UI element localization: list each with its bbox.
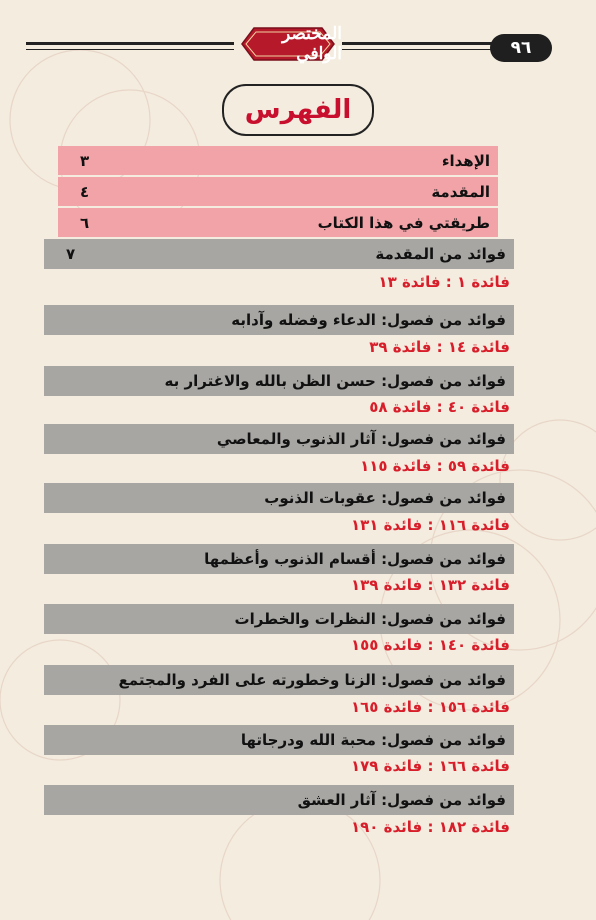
toc-row-dedication[interactable] [58, 146, 498, 175]
toc-section-row[interactable] [44, 604, 514, 634]
toc-section-label: فوائد من فصول: النظرات والخطرات [234, 610, 506, 628]
toc-range: فائدة ٤٠ : فائدة ٥٨ [369, 398, 510, 416]
toc-section-label: فوائد من فصول: آثار الذنوب والمعاصي [216, 430, 506, 448]
header-rule-right-thin [342, 49, 492, 50]
toc-section-row[interactable] [44, 544, 514, 574]
toc-section-label: فوائد من فصول: أقسام الذنوب وأعظمها [204, 550, 506, 568]
toc-section-label: فوائد من فصول: الزنا وخطورته على الفرد والمجتمع [118, 671, 506, 689]
page-title: الفهرس [244, 95, 352, 125]
header-rule-left [26, 42, 234, 45]
toc-section-row[interactable] [44, 424, 514, 454]
toc-range: فائدة ١٦٦ : فائدة ١٧٩ [350, 757, 510, 775]
index-title-box [222, 84, 374, 136]
toc-range: فائدة ٥٩ : فائدة ١١٥ [360, 457, 510, 475]
toc-row-label: المقدمة [431, 182, 490, 201]
toc-row-intro-benefits[interactable] [44, 239, 514, 269]
toc-row-page: ٤ [80, 182, 90, 201]
toc-section-row[interactable] [44, 665, 514, 695]
book-title: المختصر الوافي [282, 24, 342, 64]
toc-section-row[interactable] [44, 785, 514, 815]
toc-section-label: فوائد من فصول: الدعاء وفضله وآدابه [231, 311, 506, 329]
toc-range: فائدة ١٣٢ : فائدة ١٣٩ [350, 576, 510, 594]
toc-section-row[interactable] [44, 305, 514, 335]
toc-section-label: فوائد من فصول: عقوبات الذنوب [264, 489, 506, 507]
toc-section-label: فوائد من فصول: آثار العشق [297, 791, 506, 809]
toc-row-page: ٦ [80, 213, 90, 232]
toc-range: فائدة ١٨٢ : فائدة ١٩٠ [350, 818, 510, 836]
toc-row-label: طريقتي في هذا الكتاب [317, 213, 490, 232]
toc-section-label: فوائد من فصول: محبة الله ودرجاتها [240, 731, 506, 749]
toc-range: فائدة ١٤٠ : فائدة ١٥٥ [350, 636, 510, 654]
toc-section-label: فوائد من فصول: حسن الظن بالله والاغترار به [164, 372, 506, 390]
page-number: ٩٦ [490, 34, 552, 62]
toc-row-page: ٣ [80, 151, 90, 170]
header-rule-right [342, 42, 492, 45]
toc-section-row[interactable] [44, 725, 514, 755]
toc-section-row[interactable] [44, 483, 514, 513]
toc-row-label: فوائد من المقدمة [375, 245, 506, 263]
toc-range: فائدة ١٥٦ : فائدة ١٦٥ [350, 698, 510, 716]
toc-range: فائدة ١ : فائدة ١٣ [378, 273, 510, 291]
toc-row-page: ٧ [66, 245, 76, 263]
toc-range: فائدة ١٤ : فائدة ٣٩ [369, 338, 510, 356]
book-title-badge [234, 24, 342, 64]
header-rule-left-thin [26, 49, 234, 50]
toc-row-introduction[interactable] [58, 177, 498, 206]
toc-row-label: الإهداء [441, 151, 490, 170]
toc-section-row[interactable] [44, 366, 514, 396]
toc-row-method[interactable] [58, 208, 498, 237]
toc-range: فائدة ١١٦ : فائدة ١٣١ [350, 516, 510, 534]
